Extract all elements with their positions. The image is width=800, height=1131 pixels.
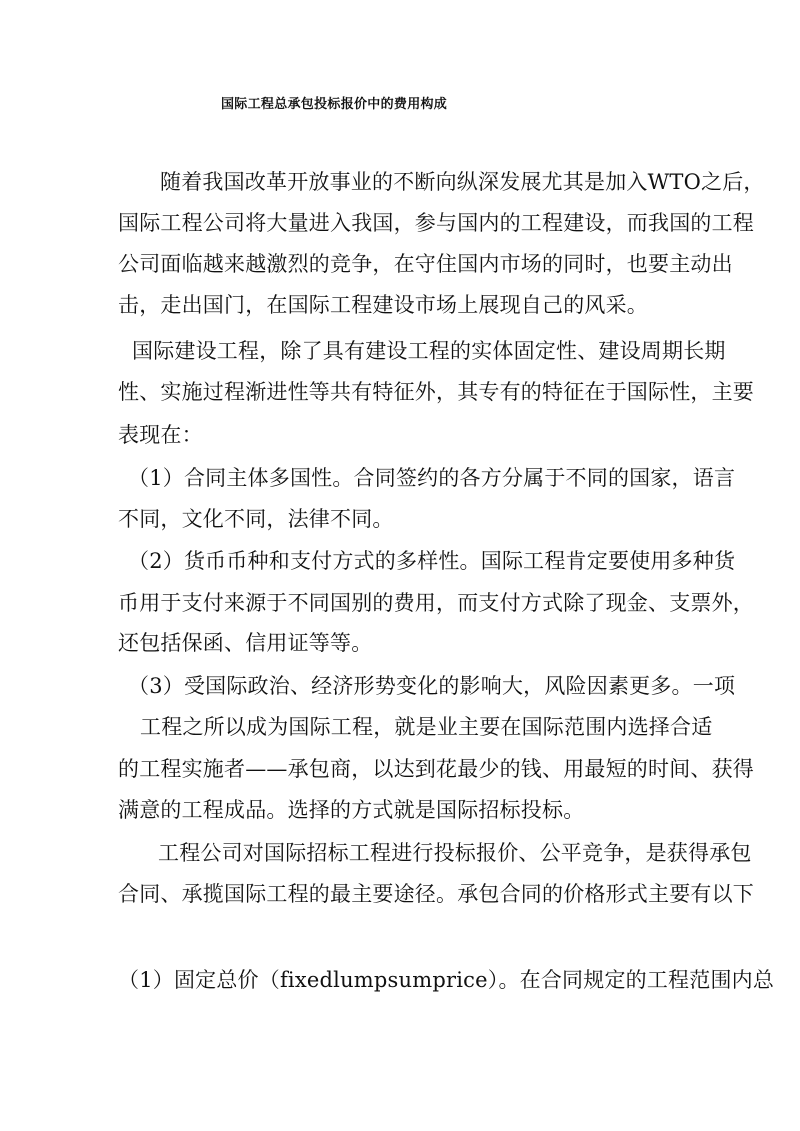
document-title: 国际工程总承包投标报价中的费用构成 — [221, 97, 448, 112]
paragraph-line: 合同、承揽国际工程的最主要途径。承包合同的价格形式主要有以下 — [118, 882, 754, 906]
paragraph-line: 随着我国改革开放事业的不断向纵深发展尤其是加入WTO之后， — [160, 170, 765, 194]
paragraph-line: （1）固定总价（fixedlumpsumprice）。在合同规定的工程范围内总 — [118, 968, 775, 992]
paragraph-line: 还包括保函、信用证等等。 — [118, 631, 373, 655]
paragraph-line: 表现在： — [118, 423, 203, 447]
paragraph-line: 公司面临越来越激烈的竞争，在守住国内市场的同时，也要主动出 — [118, 252, 733, 276]
paragraph-line: 的工程实施者——承包商，以达到花最少的钱、用最短的时间、获得 — [118, 757, 754, 781]
paragraph-line: （1）合同主体多国性。合同签约的各方分属于不同的国家，语言 — [128, 466, 736, 490]
paragraph-line: 工程之所以成为国际工程，就是业主要在国际范围内选择合适 — [140, 715, 713, 739]
paragraph-line: 工程公司对国际招标工程进行投标报价、公平竞争，是获得承包 — [158, 841, 752, 865]
paragraph-line: （2）货币币种和支付方式的多样性。国际工程肯定要使用多种货 — [128, 549, 736, 573]
paragraph-line: 币用于支付来源于不同国别的费用，而支付方式除了现金、支票外， — [118, 591, 754, 615]
paragraph-line: 不同，文化不同，法律不同。 — [118, 507, 394, 531]
paragraph-line: 国际建设工程，除了具有建设工程的实体固定性、建设周期长期 — [132, 339, 726, 363]
paragraph-line: 性、实施过程渐进性等共有特征外，其专有的特征在于国际性，主要 — [118, 380, 754, 404]
paragraph-line: （3）受国际政治、经济形势变化的影响大，风险因素更多。一项 — [128, 674, 736, 698]
paragraph-line: 满意的工程成品。选择的方式就是国际招标投标。 — [118, 798, 585, 822]
paragraph-line: 国际工程公司将大量进入我国，参与国内的工程建设，而我国的工程 — [118, 211, 754, 235]
paragraph-line: 击，走出国门，在国际工程建设市场上展现自己的风采。 — [118, 293, 648, 317]
